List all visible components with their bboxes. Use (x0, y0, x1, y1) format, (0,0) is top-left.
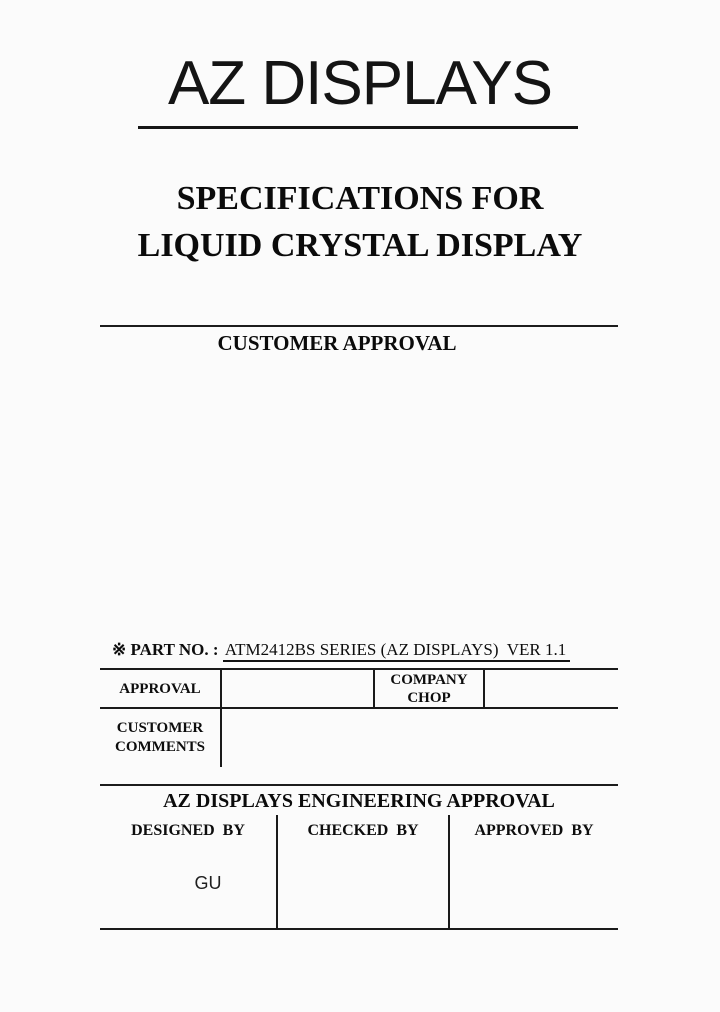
checked-by-label: CHECKED BY (307, 822, 419, 839)
customer-comments-label: CUSTOMER COMMENTS (115, 720, 205, 755)
customer-comments-entry-area (222, 709, 618, 767)
part-number-value: ATM2412BS SERIES (AZ DISPLAYS) VER 1.1 (223, 640, 570, 662)
checked-by-column (276, 815, 448, 928)
company-chop-label-cell (373, 670, 483, 707)
company-chop-stamp-cell (483, 670, 618, 707)
customer-approval-heading: CUSTOMER APPROVAL (217, 331, 457, 355)
engineering-approval-table (100, 815, 618, 930)
engineering-approval-heading: AZ DISPLAYS ENGINEERING APPROVAL (163, 790, 555, 812)
designed-by-column (100, 815, 276, 928)
customer-comments-label-cell (100, 709, 222, 767)
part-number-label: ※ PART NO. : (112, 640, 219, 659)
approval-signature-cell (220, 670, 373, 707)
approved-by-column (448, 815, 618, 928)
engineering-section-divider (100, 784, 618, 786)
designed-by-signature: GU (194, 873, 222, 893)
company-logo: AZ DISPLAYS (167, 49, 553, 118)
approved-by-label: APPROVED BY (474, 822, 594, 839)
logo-underline (138, 126, 578, 129)
company-chop-label: COMPANY CHOP (390, 671, 468, 706)
approval-label-cell: APPROVAL (119, 680, 201, 697)
title-line-2: LIQUID CRYSTAL DISPLAY (137, 227, 583, 264)
designed-by-label: DESIGNED BY (131, 822, 245, 839)
approval-table-row-1 (100, 670, 618, 709)
customer-section-divider (100, 325, 618, 327)
title-line-1: SPECIFICATIONS FOR (176, 180, 544, 217)
part-number-line (112, 639, 570, 661)
approval-table (100, 668, 618, 767)
approval-table-row-2 (100, 709, 618, 767)
document-title (0, 175, 720, 269)
